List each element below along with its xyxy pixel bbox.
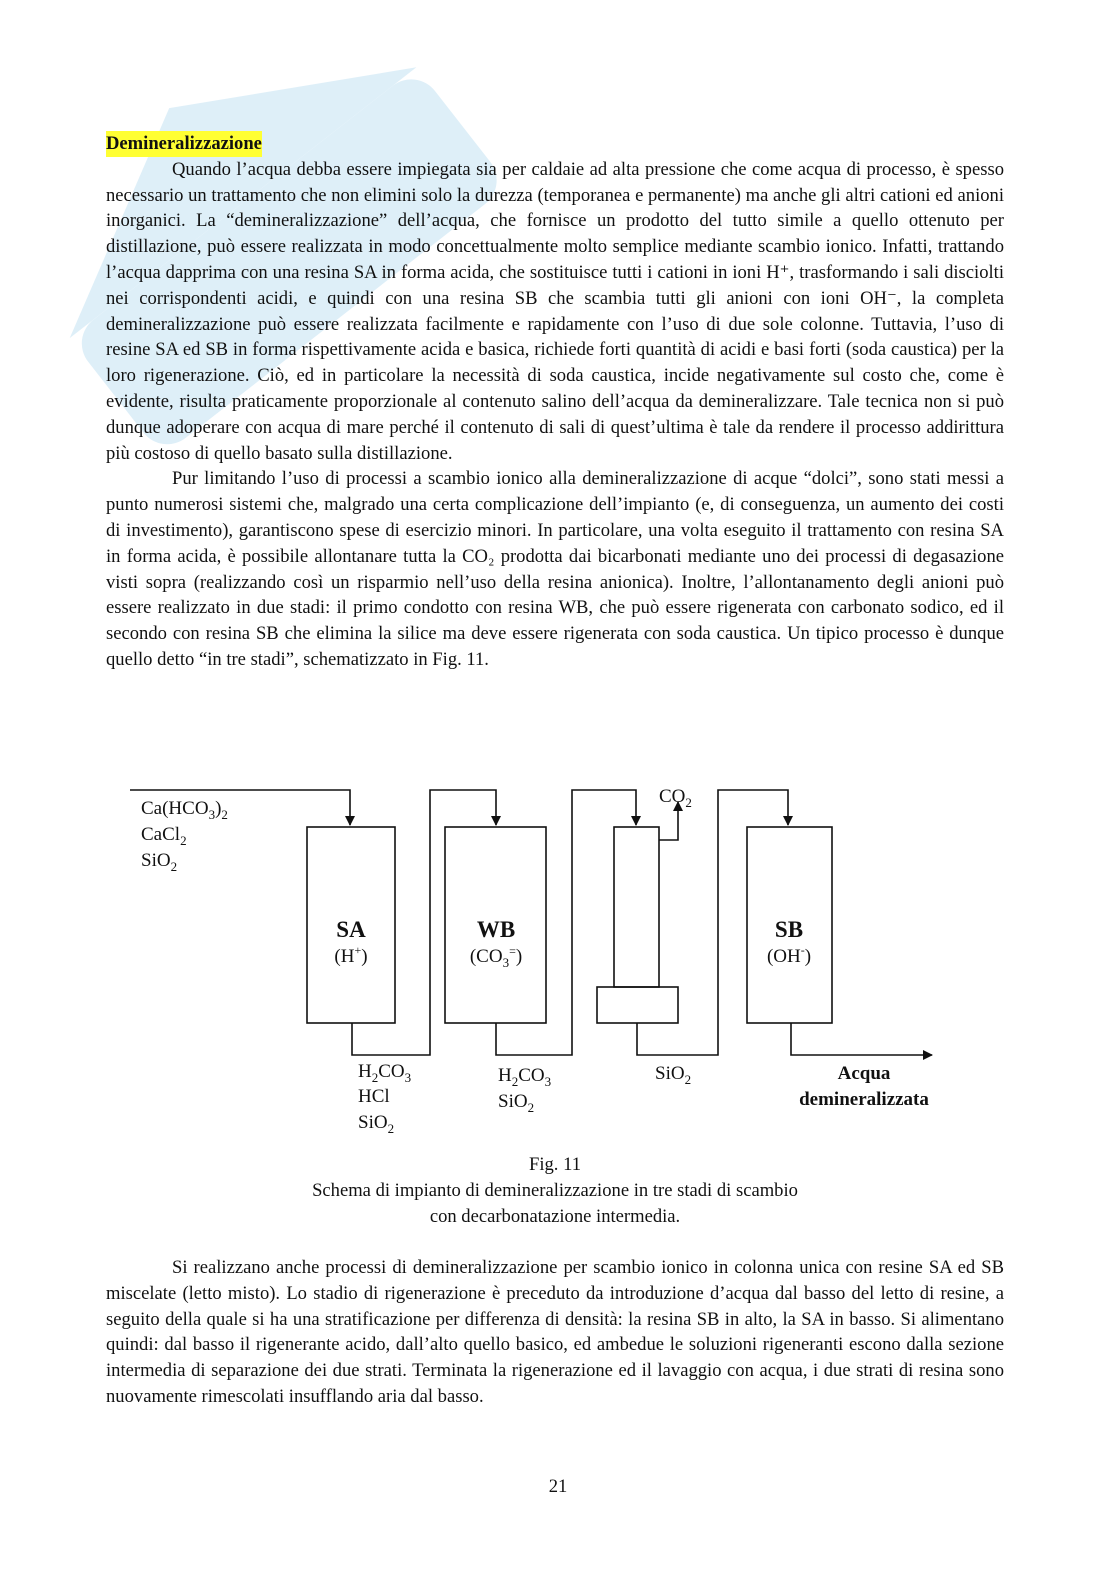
paragraph-1: Quando l’acqua debba essere impiegata sia per caldaie ad alta pressione che come acqua di processo, è spesso necessario un trattamento che non elimini solo la durezza (temporanea e permanente) ma anche gli altri cationi ed anioni inorganici. La “demineralizzazione” dell’acqua, che fornisce un prodotto del tutto simile a quello ottenuto per distillazione, può essere realizzata in modo concettualmente molto semplice mediante scambio ionico. Infatti, trattando l’acqua dapprima con una resina SA in forma acida, che sostituisce tutti i cationi in ioni H⁺, trasformando i sali disciolti nei corrispondenti acidi, e quindi con una resina SB che scambia tutti gli anioni con ioni OH⁻, la completa demineralizzazione può essere realizzata facilmente e rapidamente con l’uso di due sole colonne. Tuttavia, l’uso di resine SA ed SB in forma rispettivamente acida e basica, richiede forti quantità di acidi e basi forti (soda caustica) per la loro rigenerazione. Ciò, ed in particolare la necessità di soda caustica, incide negativamente sul costo che, come è evidente, risulta praticamente proporzionale al contenuto salino dell’acqua da demineralizzare. Tale tecnica non si può dunque adoperare con acqua di mare perché il contenuto di sali di quest’ultima è tale da rendere il processo addirittura più costoso di quello basato sulla distillazione. [106,158,1004,464]
feed-label-1: $Ca(HCO_3)_2$ [141,798,228,822]
co2-label: $CO_2$ [659,786,692,810]
section-heading: Demineralizzazione [106,131,262,157]
caption-line-1: Schema di impianto di demineralizzazione in tre stadi di scambio [312,1179,798,1201]
out2-label-1: $H_2CO_3$ [498,1065,552,1089]
degasser-column [614,827,659,987]
page-number: 21 [548,1476,568,1497]
line-wb-degasser [496,790,636,1055]
caption-label: Fig. 11 [528,1154,581,1175]
co2-vent [659,802,678,840]
out2-label-2: SiO$_2$ [498,1091,535,1115]
wb-name: WB [476,917,516,942]
figure-caption [106,1152,1004,1229]
paragraph-3: Si realizzano anche processi di demineralizzazione per scambio ionico in colonna unica con resine SA ed SB miscelate (letto misto). Lo stadio di rigenerazione è preceduto da introduzione d’acqua dal basso del letto di resine, a seguito della quale si ha una stratificazione per differenza di densità: la resina SB in alto, la SA in basso. Si alimentano quindi: dal basso il rigenerante acido, dall’alto quello basico, ed ambedue le soluzioni rigeneranti escono dalla sezione intermedia di separazione dei due strati. Terminata la rigenerazione ed il lavaggio con acqua, i due strati di resina sono nuovamente rimescolati insufflando aria dal basso. [106,1257,1004,1407]
sb-name: SB [774,917,804,942]
paragraph-2: Pur limitando l’uso di processi a scambio ionico alla demineralizzazione di acque “dolci”, sono stati messi a punto numerosi sistemi che, malgrado una certa complicazione dell’impianto (e, di conseguenza, un aumento dei costi di investimento), garantiscono spese di esercizio minori. In particolare, una volta eseguito il trattamento con resina SA in forma acida, è possibile allontanare tutta la CO₂ prodotta dai bicarbonati mediante uno dei processi di degasazione visti sopra (realizzando così un risparmio nell’uso della resina anionica). Inoltre, l’allontanamento degli anioni può essere realizzato in due stadi: il primo condotto con resina WB, che può essere rigenerata con carbonato sodico, ed il secondo con resina SB che elimina la silice ma deve essere rigenerata con soda caustica. Un tipico processo è dunque quello detto “in tre stadi”, schematizzato in Fig. 11. [106,468,1004,670]
caption-line-2: con decarbonatazione intermedia. [429,1205,681,1227]
out1-label-1: $H_2CO_3$ [358,1061,412,1085]
sa-name: SA [336,917,366,942]
feed-label-2: CaCl$_2$ [141,824,187,848]
body-text-top [106,131,1004,673]
out1-label-2: HCl [358,1086,390,1107]
degasser-tank [597,987,678,1023]
sb-ion: (OH-) [766,943,812,967]
line-sa-wb [352,790,496,1055]
body-text-bottom [106,1255,1004,1410]
out3-label: SiO$_2$ [655,1063,692,1087]
product-label-1: Acqua [837,1063,891,1084]
wb-ion: $(CO_3^=)$ [469,944,523,970]
product-label-2: demineralizzata [799,1089,929,1110]
product-line [791,1023,932,1055]
figure-11-diagram [0,770,1116,1150]
sa-ion: (H+) [334,943,368,967]
feed-label-3: SiO$_2$ [141,850,178,874]
out1-label-3: SiO$_2$ [358,1112,395,1136]
